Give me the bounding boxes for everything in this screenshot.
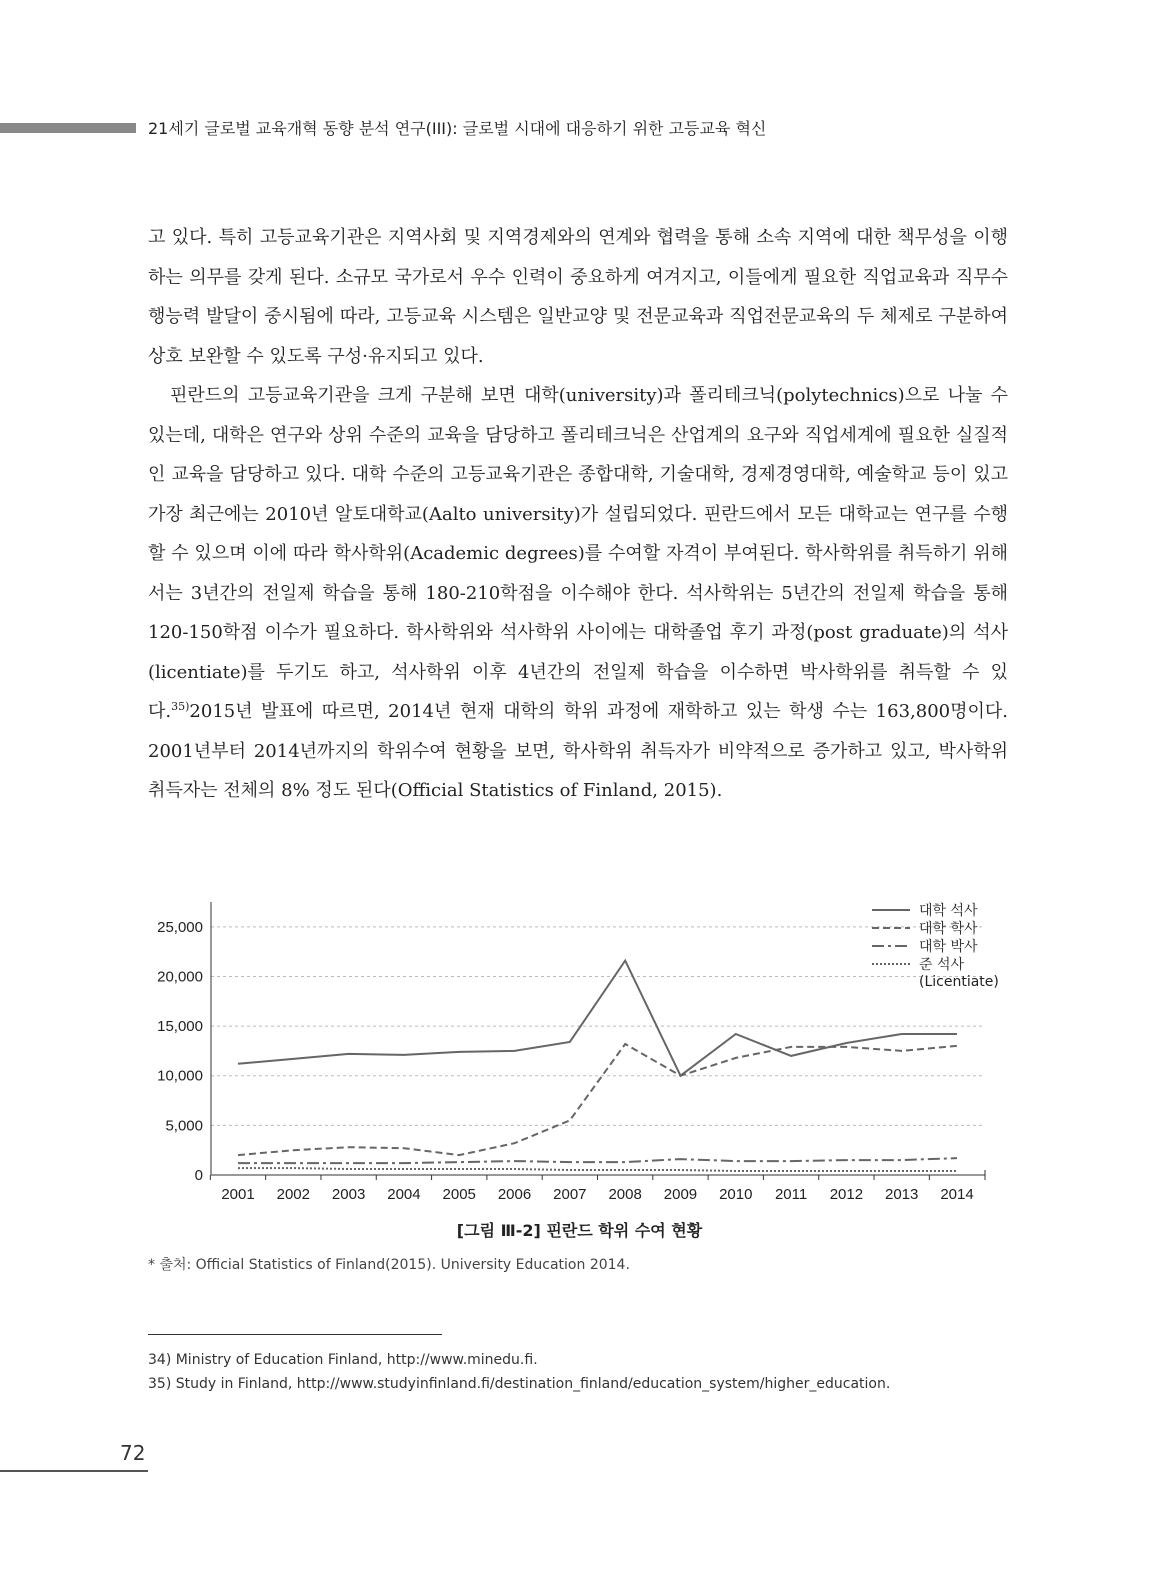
x-tick-label: 2012 xyxy=(829,1186,864,1203)
series-line-1 xyxy=(238,961,957,1076)
paragraph-2-text: 핀란드의 고등교육기관을 크게 구분해 보면 대학(university)과 폴리테크닉(polytechnics)으로 나눌 수 있는데, 대학은 연구와 상위 수준의 교육을 담당하고 폴리테크닉은 산업계의 요구와 직업세계에 필요한 실질적인 교육을 담당하고 있다. 대학 수준의 고등교육기관은 종합대학, 기술대학, 경제경영대학, 예술학교 등이 있고 가장 최근에는 2010년 알토대학교(Aalto university)가 설립되었다. 핀란드에서 모든 대학교는 연구를 수행할 수 있으며 이에 따라 학사학위(Academic degrees)를 수여할 자격이 부여된다. 학사학위를 취득하기 위해서는 3년간의 전일제 학습을 통해 180-210학점을 이수해야 한다. 석사학위는 5년간의 전일제 학습을 통해 120-150학점 이수가 필요하다. 학사학위와 석사학위 사이에는 대학졸업 후기 과정(post graduate)의 석사(licentiate)를 두기도 하고, 석사학위 이후 4년간의 전일제 학습을 이수하면 박사학위를 취득할 수 있다. xyxy=(148,385,1008,722)
degree-award-chart xyxy=(140,890,1010,1220)
y-tick-label: 15,000 xyxy=(157,1018,203,1036)
series-line-3 xyxy=(238,1158,957,1163)
x-tick-label: 2010 xyxy=(719,1186,753,1203)
figure-caption: [그림 Ⅲ-2] 핀란드 학위 수여 현황 xyxy=(456,1221,703,1240)
x-tick-label: 2011 xyxy=(774,1186,808,1203)
legend-label-1: 대학 석사 xyxy=(919,903,978,919)
y-tick-label: 10,000 xyxy=(157,1067,203,1085)
x-tick-label: 2001 xyxy=(221,1186,255,1203)
header-bar xyxy=(0,123,136,133)
x-tick-label: 2014 xyxy=(940,1186,974,1203)
legend-label-2: 대학 학사 xyxy=(919,921,978,937)
legend-label-4: (Licentiate) xyxy=(919,974,999,990)
x-tick-label: 2007 xyxy=(553,1186,587,1203)
series-line-2 xyxy=(238,1044,957,1155)
y-tick-label: 25,000 xyxy=(157,918,203,936)
x-tick-label: 2004 xyxy=(387,1186,421,1203)
legend-label-3: 대학 박사 xyxy=(919,939,978,955)
x-tick-label: 2013 xyxy=(885,1186,919,1203)
x-tick-label: 2003 xyxy=(331,1186,366,1203)
footnote-34[interactable]: 34) Ministry of Education Finland, http://www.minedu.fi. xyxy=(148,1352,538,1368)
x-tick-label: 2009 xyxy=(663,1186,698,1203)
page-number: 72 xyxy=(120,1441,146,1465)
body-text xyxy=(148,218,1008,811)
footnote-35[interactable]: 35) Study in Finland, http://www.studyinfinland.fi/destination_finland/education_system/higher_education. xyxy=(148,1376,891,1392)
footer-bar xyxy=(0,1470,148,1472)
x-tick-label: 2002 xyxy=(276,1186,310,1203)
paragraph-1: 고 있다. 특히 고등교육기관은 지역사회 및 지역경제와의 연계와 협력을 통해 소속 지역에 대한 책무성을 이행하는 의무를 갖게 된다. 소규모 국가로서 우수 인력이 중요하게 여겨지고, 이들에게 필요한 직업교육과 직무수행능력 발달이 중시됨에 따라, 고등교육 시스템은 일반교양 및 전문교육과 직업전문교육의 두 체제로 구분하여 상호 보완할 수 있도록 구성·유지되고 있다. xyxy=(148,227,1008,367)
series-line-4 xyxy=(238,1168,957,1171)
footnote-ref-35[interactable]: 35) xyxy=(171,700,190,713)
y-tick-label: 5,000 xyxy=(165,1117,203,1135)
running-title: 21세기 글로벌 교육개혁 동향 분석 연구(III): 글로벌 시대에 대응하기 위한 고등교육 혁신 xyxy=(148,119,767,138)
x-tick-label: 2005 xyxy=(442,1186,476,1203)
figure-source: * 출처: Official Statistics of Finland(2015). University Education 2014. xyxy=(148,1257,630,1273)
y-tick-label: 20,000 xyxy=(157,968,203,986)
legend-label-4: 준 석사 xyxy=(919,957,965,973)
x-tick-label: 2006 xyxy=(497,1186,532,1203)
y-tick-label: 0 xyxy=(194,1167,203,1184)
paragraph-2 xyxy=(148,376,1008,811)
footnote-divider xyxy=(148,1334,442,1335)
footnotes xyxy=(148,1348,890,1396)
paragraph-3-text: 2015년 발표에 따르면, 2014년 현재 대학의 학위 과정에 재학하고 있는 학생 수는 163,800명이다. 2001년부터 2014년까지의 학위수여 현황을 보면, 학사학위 취득자가 비약적으로 증가하고 있고, 박사학위 취득자는 전체의 8% 정도 된다(Official Statistics of Finland, 2015). xyxy=(148,701,1008,801)
x-tick-label: 2008 xyxy=(608,1186,642,1203)
